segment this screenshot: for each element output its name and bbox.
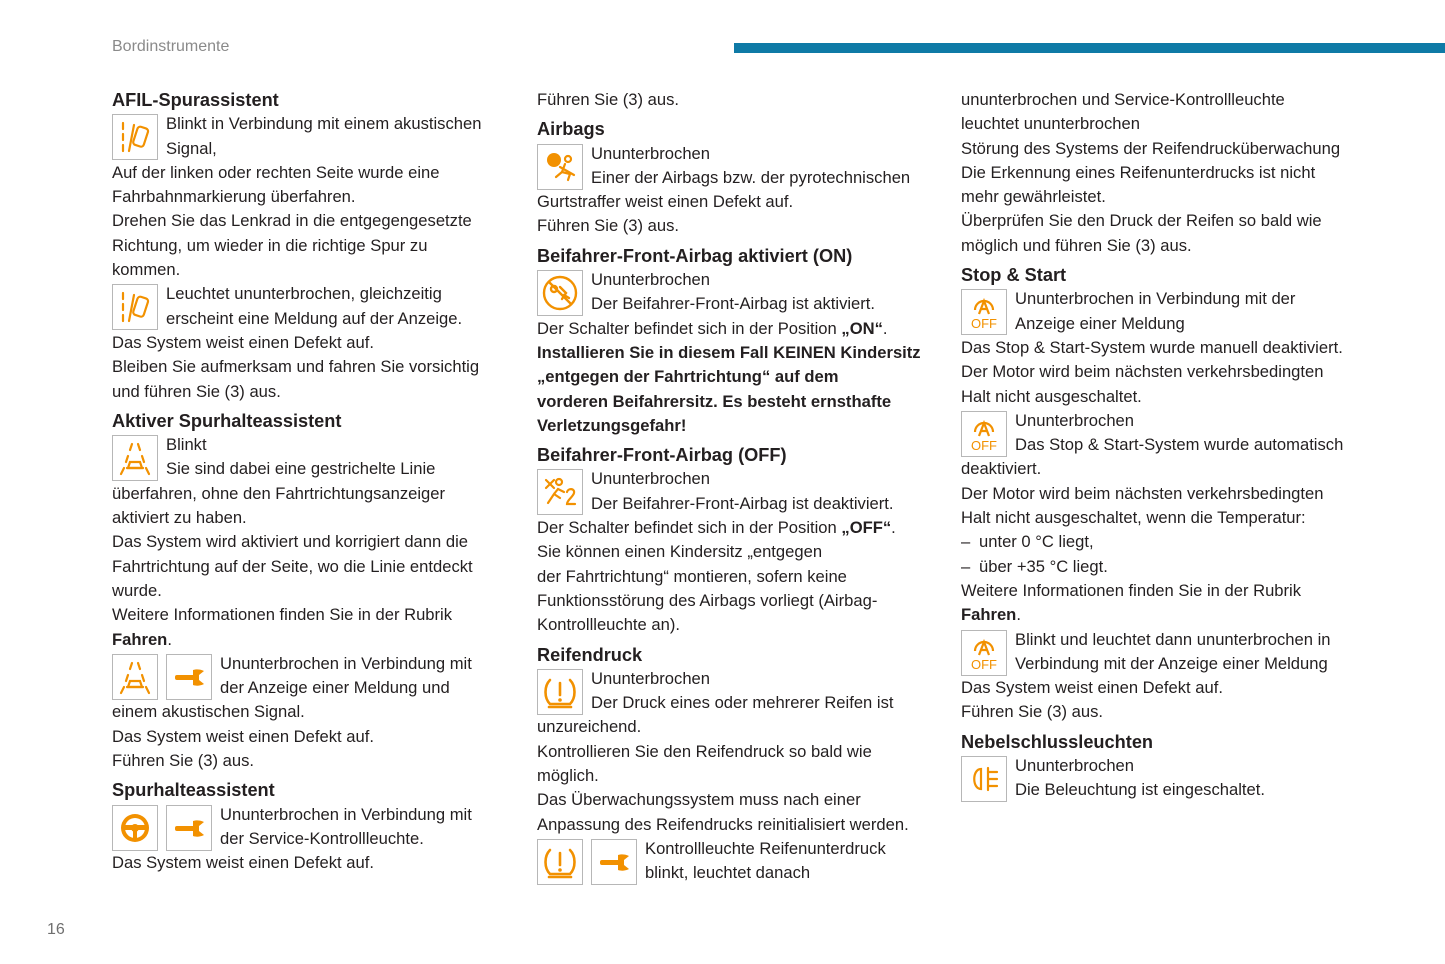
- stop-more: Weitere Informationen finden Sie in der Rubrik: [961, 580, 1302, 600]
- section-title-airbag-on: Beifahrer-Front-Airbag aktiviert (ON): [537, 245, 853, 266]
- spurhalte-e1-line1: Ununterbrochen in Verbindung mit: [220, 804, 472, 824]
- spurhalte-entry: [112, 803, 502, 852]
- airbag-on-entry: [537, 268, 937, 317]
- reifen-entry-steady: [537, 667, 937, 716]
- aktiver-fahren: Fahren: [112, 629, 168, 649]
- airbag-on-e1-line2: Der Beifahrer-Front-Airbag ist aktiviert.: [591, 294, 876, 314]
- airbag-off-switch-prefix: Der Schalter befindet sich in der Position: [537, 518, 842, 538]
- stop-entry-automatic: [961, 409, 1361, 458]
- aktiver-p2-1: einem akustischen Signal.: [112, 702, 305, 722]
- airbag-on-switch-value: „ON“: [841, 318, 883, 338]
- airbag-off-e1-line2: Der Beifahrer-Front-Airbag ist deaktiviert.: [591, 493, 894, 513]
- airbag-on-e1-line1: Ununterbrochen: [591, 270, 711, 290]
- airbag-on-warning-2: „entgegen der Fahrtrichtung“ auf dem: [537, 367, 839, 387]
- section-title-afil: AFIL-Spurassistent: [112, 90, 279, 110]
- afil-e2-line1: Leuchtet ununterbrochen, gleichzeitig: [166, 284, 442, 304]
- airbag-off-p1-1: Sie können einen Kindersitz „entgegen: [537, 542, 823, 562]
- stop-entry-manual: [961, 287, 1361, 336]
- section-title-airbag-off: Beifahrer-Front-Airbag (OFF): [537, 445, 787, 466]
- stop-fahren: Fahren: [961, 605, 1017, 625]
- section-title-stop-start: Stop & Start: [961, 265, 1067, 286]
- reifen-e1-line2: Der Druck eines oder mehrerer Reifen ist: [591, 693, 894, 713]
- airbag-off-switch-line: [537, 516, 937, 540]
- spurhalte-e1-line2: der Service-Kontrollleuchte.: [220, 828, 424, 848]
- airbags-p1-2: Führen Sie (3) aus.: [537, 216, 680, 236]
- airbags-entry: [537, 142, 937, 191]
- wrench-icon: [591, 839, 637, 885]
- afil-p1-5: kommen.: [112, 260, 181, 280]
- afil-p1-2: Fahrbahnmarkierung überfahren.: [112, 187, 356, 207]
- passenger-airbag-on-icon: [537, 270, 583, 316]
- stop-period: .: [1016, 605, 1021, 625]
- stop-e2-line1: Ununterbrochen: [1015, 410, 1135, 430]
- afil-e2-line2: erscheint eine Meldung auf der Anzeige.: [166, 308, 463, 328]
- stop-e2-line2: Das Stop & Start-System wurde automatisch: [1015, 435, 1344, 455]
- afil-e1-line2: Signal,: [166, 138, 217, 158]
- aktiver-period: .: [167, 629, 172, 649]
- stop-fahren-line: [961, 603, 1361, 627]
- airbag-on-warning-3: vorderen Beifahrersitz. Es besteht ernsthafte: [537, 391, 892, 411]
- stop-p3-1: Das System weist einen Defekt auf.: [961, 678, 1223, 698]
- reifen-p1-4: Das Überwachungssystem muss nach einer: [537, 790, 861, 810]
- col3-top-6: Überprüfen Sie den Druck der Reifen so bald wie: [961, 211, 1322, 231]
- lane-departure-warning-icon: [112, 114, 158, 160]
- lane-keeping-icon: [112, 654, 158, 700]
- airbag-off-e1-line1: Ununterbrochen: [591, 469, 711, 489]
- nebel-e1-line2: Die Beleuchtung ist eingeschaltet.: [1015, 780, 1265, 800]
- stop-cond1-text: unter 0 °C liegt,: [979, 532, 1094, 552]
- stop-p3-2: Führen Sie (3) aus.: [961, 702, 1104, 722]
- stop-condition-1: [961, 530, 1361, 554]
- afil-p2-1: Das System weist einen Defekt auf.: [112, 332, 374, 352]
- airbag-off-p1-4: Kontrollleuchte an).: [537, 615, 680, 635]
- aktiver-entry-steady: [112, 652, 502, 701]
- stop-e1-line2: Anzeige einer Meldung: [1015, 313, 1185, 333]
- afil-entry-blinking: [112, 112, 502, 161]
- col3-top-4: Die Erkennung eines Reifenunterdrucks ist nicht: [961, 162, 1316, 182]
- airbag-off-switch-value: „OFF“: [841, 518, 892, 538]
- reifen-p1-1: unzureichend.: [537, 717, 642, 737]
- aktiver-fahren-line: [112, 628, 502, 652]
- airbag-on-switch-line: [537, 317, 937, 341]
- stop-p1-3: Halt nicht ausgeschaltet.: [961, 386, 1142, 406]
- reifen-p1-3: möglich.: [537, 766, 599, 786]
- aktiver-entry-blinking: [112, 433, 502, 482]
- stop-start-off-label: OFF: [971, 316, 997, 332]
- airbag-on-warning-1: Installieren Sie in diesem Fall KEINEN Kindersitz: [537, 342, 921, 362]
- header-accent-bar: [734, 43, 1445, 53]
- stop-p2-2: Der Motor wird beim nächsten verkehrsbedingten: [961, 483, 1324, 503]
- section-title-spurhalte: Spurhalteassistent: [112, 780, 275, 801]
- col3-top-5: mehr gewährleistet.: [961, 187, 1106, 207]
- aktiver-e1-line1: Blinkt: [166, 435, 207, 455]
- col3-top-3: Störung des Systems der Reifendrucküberwachung: [961, 138, 1341, 158]
- airbag-off-p1-2: der Fahrtrichtung“ montieren, sofern keine: [537, 566, 847, 586]
- stop-condition-2: [961, 555, 1361, 579]
- aktiver-p1-5: wurde.: [112, 580, 162, 600]
- spurhalte-p1: Das System weist einen Defekt auf.: [112, 853, 374, 873]
- aktiver-p1-4: Fahrtrichtung auf der Seite, wo die Linie entdeckt: [112, 556, 473, 576]
- airbags-e1-line2: Einer der Airbags bzw. der pyrotechnischen: [591, 167, 911, 187]
- tyre-pressure-icon: [537, 669, 583, 715]
- afil-p1-3: Drehen Sie das Lenkrad in die entgegengesetzte: [112, 211, 472, 231]
- afil-p2-3: und führen Sie (3) aus.: [112, 381, 281, 401]
- stop-cond2-text: über +35 °C liegt.: [979, 556, 1108, 576]
- section-title-nebel: Nebelschlussleuchten: [961, 731, 1154, 752]
- page-number: 16: [47, 921, 65, 938]
- airbag-off-p1-3: Funktionsstörung des Airbags vorliegt (Airbag-: [537, 590, 878, 610]
- afil-entry-steady: [112, 282, 502, 331]
- stop-entry-blinking: [961, 628, 1361, 677]
- airbags-p1-1: Gurtstraffer weist einen Defekt auf.: [537, 192, 794, 212]
- afil-e1-line1: Blinkt in Verbindung mit einem akustischen: [166, 114, 482, 134]
- aktiver-e2-line2: der Anzeige einer Meldung und: [220, 678, 450, 698]
- reifen-e2-line1: Kontrollleuchte Reifenunterdruck: [645, 838, 886, 858]
- afil-p1-4: Richtung, um wieder in die richtige Spur zu: [112, 235, 428, 255]
- section-title-aktiver: Aktiver Spurhalteassistent: [112, 410, 342, 431]
- lane-keeping-icon: [112, 435, 158, 481]
- afil-p2-2: Bleiben Sie aufmerksam und fahren Sie vorsichtig: [112, 357, 480, 377]
- stop-p2-1: deaktiviert.: [961, 459, 1042, 479]
- afil-p1-1: Auf der linken oder rechten Seite wurde eine: [112, 162, 440, 182]
- airbag-on-warning-4: Verletzungsgefahr!: [537, 415, 687, 435]
- col3-top-7: möglich und führen Sie (3) aus.: [961, 235, 1192, 255]
- reifen-e1-line1: Ununterbrochen: [591, 668, 711, 688]
- airbag-warning-icon: [537, 144, 583, 190]
- reifen-e2-line2: blinkt, leuchtet danach: [645, 863, 811, 883]
- reifen-p1-5: Anpassung des Reifendrucks reinitialisiert werden.: [537, 814, 909, 834]
- stop-start-off-icon: [961, 630, 1007, 676]
- stop-start-off-label: OFF: [971, 656, 997, 672]
- airbag-on-switch-suffix: .: [882, 318, 888, 338]
- rear-fog-light-icon: [961, 756, 1007, 802]
- airbags-e1-line1: Ununterbrochen: [591, 143, 711, 163]
- stop-start-off-label: OFF: [971, 437, 997, 453]
- stop-p1-2: Der Motor wird beim nächsten verkehrsbedingten: [961, 362, 1324, 382]
- aktiver-e2-line1: Ununterbrochen in Verbindung mit: [220, 653, 472, 673]
- steering-wheel-icon: [112, 805, 158, 851]
- stop-start-off-icon: [961, 289, 1007, 335]
- stop-p1-1: Das Stop & Start-System wurde manuell deaktiviert.: [961, 337, 1343, 357]
- wrench-icon: [166, 654, 212, 700]
- passenger-airbag-off-icon: [537, 469, 583, 515]
- column-2: [537, 88, 937, 886]
- dash-bullet: –: [961, 532, 971, 552]
- stop-p2-3: Halt nicht ausgeschaltet, wenn die Temperatur:: [961, 508, 1306, 528]
- header-title: Bordinstrumente: [112, 38, 230, 55]
- airbag-on-switch-prefix: Der Schalter befindet sich in der Position: [537, 318, 842, 338]
- reifen-entry-blinking: [537, 837, 937, 886]
- aktiver-p1-2: aktiviert zu haben.: [112, 508, 247, 528]
- aktiver-e1-line2: Sie sind dabei eine gestrichelte Linie: [166, 459, 436, 479]
- column-3: [961, 88, 1361, 803]
- nebel-entry: [961, 754, 1361, 803]
- airbag-off-entry: [537, 467, 937, 516]
- column-1: [112, 88, 502, 876]
- col2-top: Führen Sie (3) aus.: [537, 90, 680, 109]
- aktiver-p1-3: Das System wird aktiviert und korrigiert dann die: [112, 532, 468, 552]
- aktiver-p2-2: Das System weist einen Defekt auf.: [112, 726, 374, 746]
- dash-bullet: –: [961, 556, 971, 576]
- tyre-pressure-icon: [537, 839, 583, 885]
- col3-top-1: ununterbrochen und Service-Kontrollleuchte: [961, 90, 1285, 109]
- stop-e3-line2: Verbindung mit der Anzeige einer Meldung: [1015, 653, 1328, 673]
- reifen-p1-2: Kontrollieren Sie den Reifendruck so bald wie: [537, 741, 872, 761]
- stop-e3-line1: Blinkt und leuchtet dann ununterbrochen in: [1015, 629, 1331, 649]
- col3-top-2: leuchtet ununterbrochen: [961, 114, 1140, 134]
- nebel-e1-line1: Ununterbrochen: [1015, 756, 1135, 776]
- section-title-reifendruck: Reifendruck: [537, 644, 643, 665]
- stop-start-off-icon: [961, 411, 1007, 457]
- aktiver-p2-3: Führen Sie (3) aus.: [112, 751, 255, 771]
- aktiver-p1-6: Weitere Informationen finden Sie in der Rubrik: [112, 605, 453, 625]
- wrench-icon: [166, 805, 212, 851]
- stop-e1-line1: Ununterbrochen in Verbindung mit der: [1015, 289, 1296, 309]
- lane-departure-warning-icon: [112, 284, 158, 330]
- airbag-off-switch-suffix: .: [891, 518, 896, 538]
- section-title-airbags: Airbags: [537, 119, 605, 140]
- aktiver-p1-1: überfahren, ohne den Fahrtrichtungsanzeiger: [112, 483, 446, 503]
